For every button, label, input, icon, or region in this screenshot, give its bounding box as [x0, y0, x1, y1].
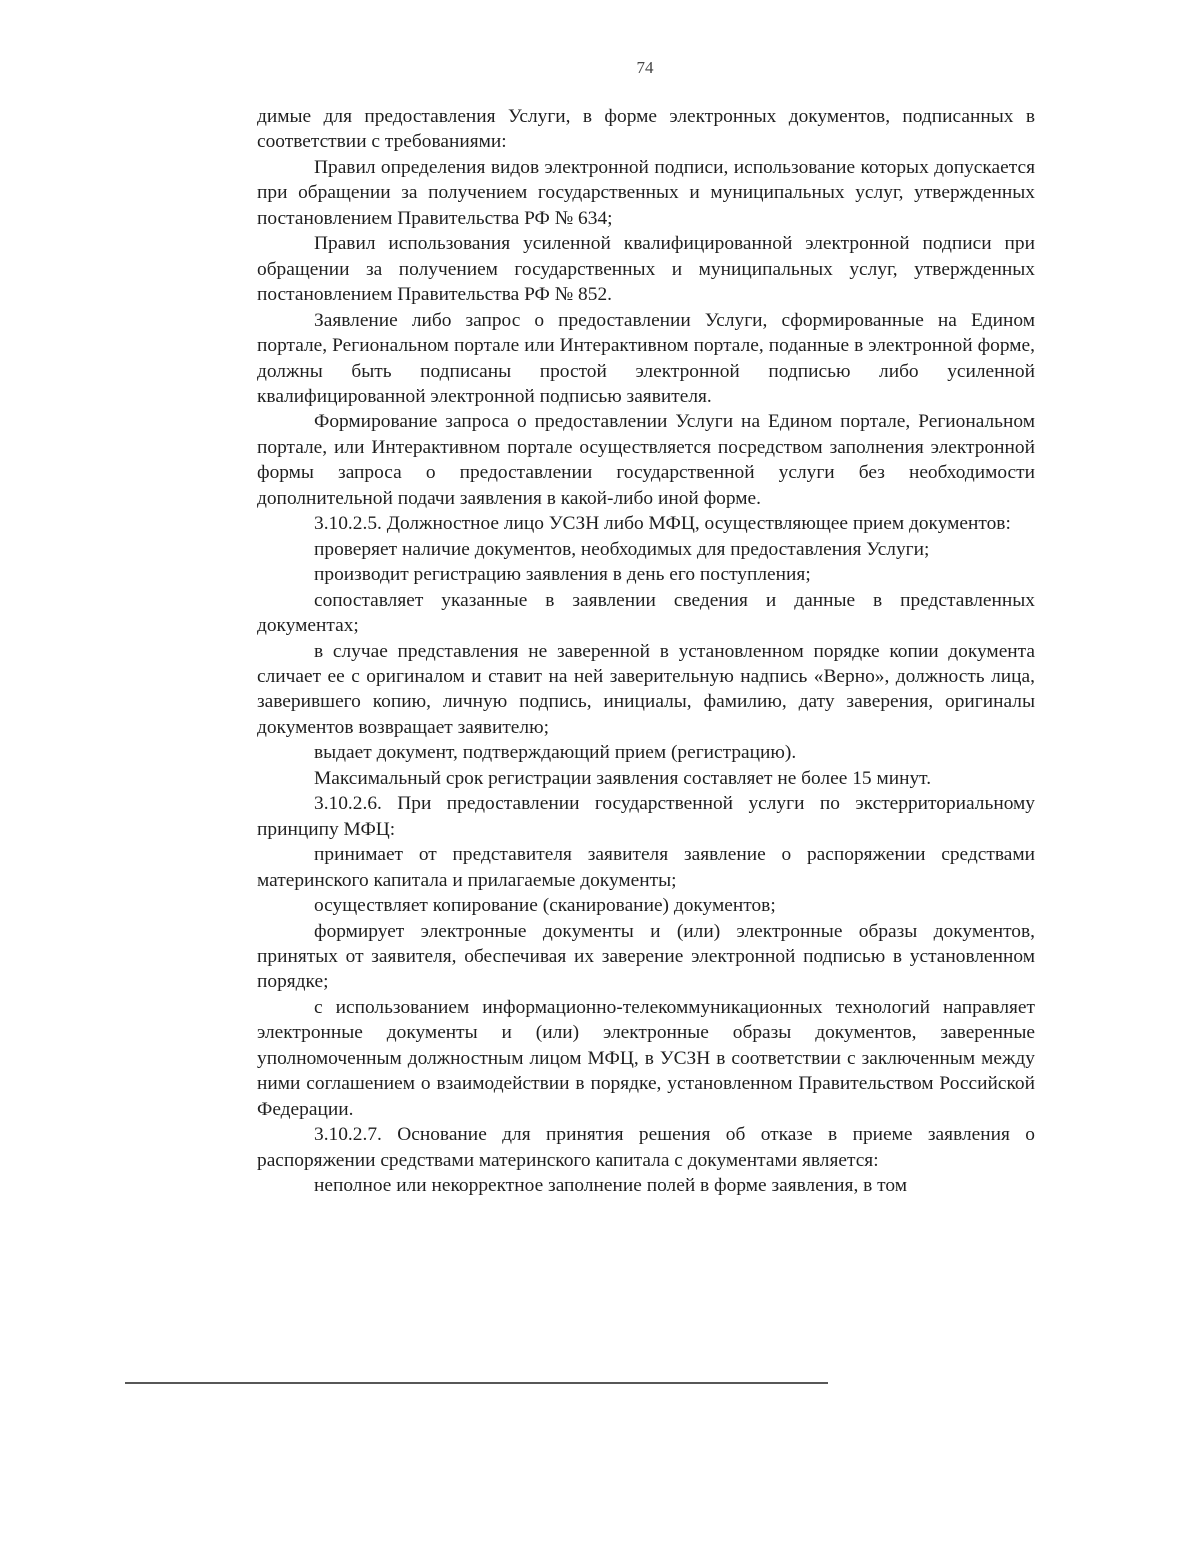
paragraph: Правил определения видов электронной подписи, использование которых допускается при обращении за получением государственных и муниципальных услуг, утвержденных постановлением Правительства РФ № 634;: [257, 156, 1035, 229]
paragraph: формирует электронные документы и (или) электронные образы документов, принятых от заявителя, обеспечивая их заверение электронной подписью в установленном порядке;: [257, 920, 1035, 993]
page-number: 74: [636, 58, 654, 77]
footnote-separator-line: [125, 1382, 828, 1384]
paragraph: димые для предоставления Услуги, в форме электронных документов, подписанных в соответствии с требованиями:: [257, 106, 1035, 153]
paragraph: Формирование запроса о предоставлении Услуги на Едином портале, Региональном портале, или Интерактивном портале осуществляется посредством заполнения электронной формы запроса о предоставлении государственной услуги без необходимости дополнительной подачи заявления в какой-либо иной форме.: [257, 411, 1035, 509]
paragraph: Максимальный срок регистрации заявления составляет не более 15 минут.: [314, 767, 932, 789]
paragraph: производит регистрацию заявления в день его поступления;: [314, 564, 811, 586]
section-3-10-2-6-paragraph: 3.10.2.6. При предоставлении государственной услуги по экстерриториальному принципу МФЦ:: [257, 793, 1035, 840]
paragraph: сопоставляет указанные в заявлении сведения и данные в представленных документах;: [257, 589, 1035, 637]
paragraph: проверяет наличие документов, необходимых для предоставления Услуги;: [314, 538, 930, 560]
section-3-10-2-5-paragraph: 3.10.2.5. Должностное лицо УСЗН либо МФЦ, осуществляющее прием документов:: [314, 513, 1011, 535]
section-3-10-2-7-paragraph: 3.10.2.7. Основание для принятия решения об отказе в приеме заявления о распоряжении средствами материнского капитала с документами является:: [257, 1124, 1035, 1171]
paragraph: неполное или некорректное заполнение полей в форме заявления, в том: [314, 1175, 907, 1197]
paragraph: осуществляет копирование (сканирование) документов;: [314, 895, 776, 917]
paragraph: Заявление либо запрос о предоставлении Услуги, сформированные на Едином портале, Региональном портале или Интерактивном портале, поданные в электронной форме, должны быть подписаны простой электронной подписью либо усиленной квалифицированной электронной подписью заявителя.: [257, 309, 1035, 407]
paragraph: Правил использования усиленной квалифицированной электронной подписи при обращении за получением государственных и муниципальных услуг, утвержденных постановлением Правительства РФ № 852.: [257, 233, 1035, 306]
paragraph: принимает от представителя заявителя заявление о распоряжении средствами материнского капитала и прилагаемые документы;: [257, 844, 1035, 891]
paragraph: выдает документ, подтверждающий прием (регистрацию).: [314, 742, 797, 764]
paragraph: в случае представления не заверенной в установленном порядке копии документа сличает ее с оригиналом и ставит на ней заверительную надпись «Верно», должность лица, заверившего копию, личную подпись, инициалы, фамилию, дату заверения, оригиналы документов возвращает заявителю;: [257, 640, 1035, 738]
document-body: [257, 104, 1035, 1198]
paragraph: с использованием информационно-телекоммуникационных технологий направляет электронные документы и (или) электронные образы документов, заверенные уполномоченным должностным лицом МФЦ, в УСЗН в соответствии с заключенным между ними соглашением о взаимодействии в порядке, установленном Правительством Российской Федерации.: [257, 996, 1035, 1120]
